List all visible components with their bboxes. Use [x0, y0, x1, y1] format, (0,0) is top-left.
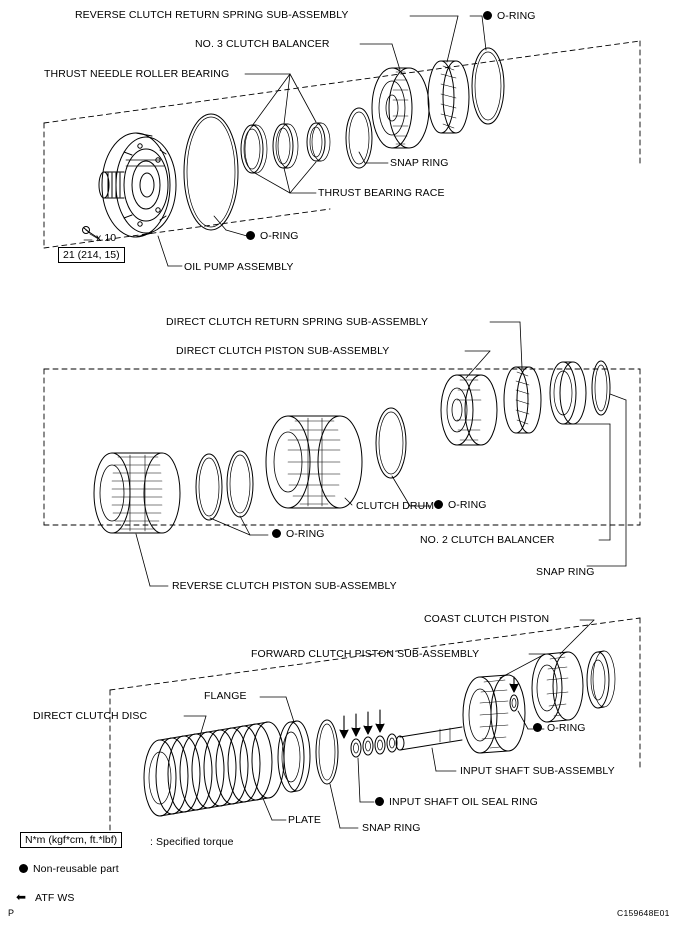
- page-mark: P: [8, 908, 15, 918]
- label-thrust-bearing-race: THRUST BEARING RACE: [318, 187, 445, 199]
- label-reverse-clutch-return-spring: REVERSE CLUTCH RETURN SPRING SUB-ASSEMBLY: [75, 9, 349, 21]
- label-direct-clutch-disc: DIRECT CLUTCH DISC: [33, 710, 148, 722]
- label-thrust-needle-roller-bearing: THRUST NEEDLE ROLLER BEARING: [44, 68, 230, 80]
- legend-atf-label: ATF WS: [35, 892, 75, 904]
- label-direct-clutch-return-spring: DIRECT CLUTCH RETURN SPRING SUB-ASSEMBLY: [166, 316, 429, 328]
- non-reusable-dot-oring-pump: [246, 231, 255, 240]
- label-input-shaft: INPUT SHAFT SUB-ASSEMBLY: [460, 765, 615, 777]
- figure-code: C159648E01: [617, 908, 670, 918]
- non-reusable-dot-oring-mid-right: [434, 500, 443, 509]
- label-o-ring-mid-right: O-RING: [448, 499, 487, 511]
- label-plate: PLATE: [288, 814, 321, 826]
- legend-non-reusable-label: Non-reusable part: [33, 863, 119, 875]
- label-o-ring-mid-left: O-RING: [286, 528, 325, 540]
- legend-torque-caption: : Specified torque: [150, 836, 234, 848]
- label-snap-ring-top: SNAP RING: [390, 157, 449, 169]
- label-bolt-qty: x 10: [96, 232, 117, 244]
- label-o-ring-pump: O-RING: [260, 230, 299, 242]
- label-snap-ring-mid: SNAP RING: [536, 566, 595, 578]
- label-direct-clutch-piston: DIRECT CLUTCH PISTON SUB-ASSEMBLY: [176, 345, 390, 357]
- label-forward-clutch-piston: FORWARD CLUTCH PISTON SUB-ASSEMBLY: [251, 648, 480, 660]
- label-clutch-drum: CLUTCH DRUM: [356, 500, 435, 512]
- label-o-ring-top: O-RING: [497, 10, 536, 22]
- label-coast-clutch-piston: COAST CLUTCH PISTON: [424, 613, 550, 625]
- label-snap-ring-bottom: SNAP RING: [362, 822, 421, 834]
- legend-non-reusable-dot: [19, 864, 28, 873]
- torque-spec-pump: 21 (214, 15): [58, 247, 125, 263]
- label-oil-pump-assembly: OIL PUMP ASSEMBLY: [184, 261, 294, 273]
- label-o-ring-bottom: O-RING: [547, 722, 586, 734]
- label-reverse-clutch-piston: REVERSE CLUTCH PISTON SUB-ASSEMBLY: [172, 580, 397, 592]
- atf-arrow-icon: ⬅: [16, 890, 27, 904]
- label-flange: FLANGE: [204, 690, 247, 702]
- non-reusable-dot-seal-ring: [375, 797, 384, 806]
- non-reusable-dot-oring-mid-left: [272, 529, 281, 538]
- legend-torque-unit: N*m (kgf*cm, ft.*lbf): [20, 832, 122, 848]
- label-no3-clutch-balancer: NO. 3 CLUTCH BALANCER: [195, 38, 330, 50]
- label-no2-clutch-balancer: NO. 2 CLUTCH BALANCER: [420, 534, 555, 546]
- non-reusable-dot-oring-top: [483, 11, 492, 20]
- label-input-shaft-oil-seal-ring: INPUT SHAFT OIL SEAL RING: [389, 796, 538, 808]
- non-reusable-dot-oring-bottom: [533, 723, 542, 732]
